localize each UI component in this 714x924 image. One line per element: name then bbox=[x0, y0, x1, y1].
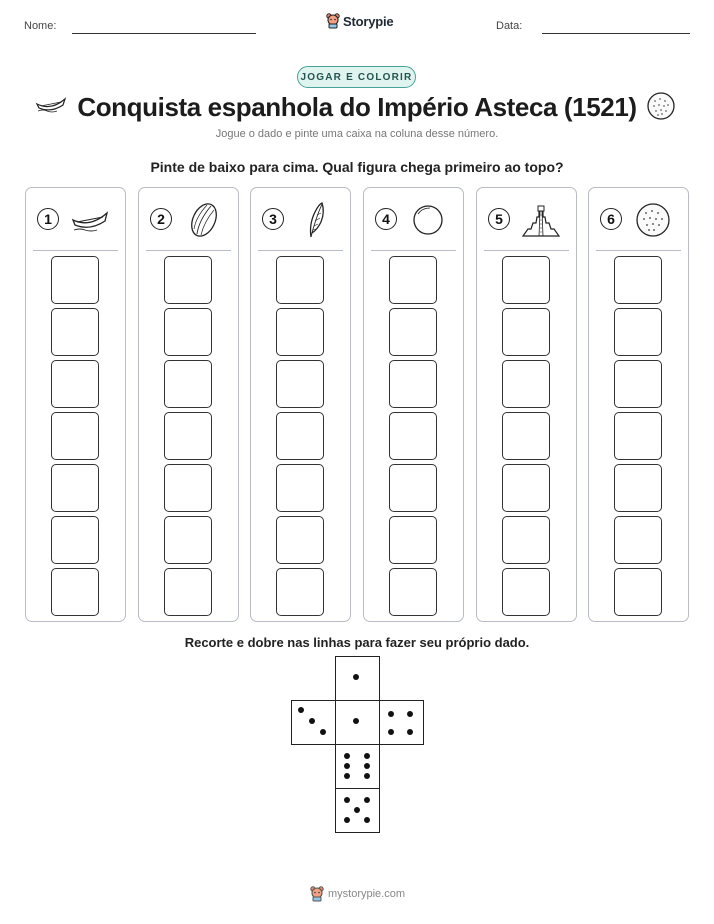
column-6 bbox=[588, 187, 689, 622]
color-box[interactable] bbox=[164, 412, 212, 460]
subtitle: Jogue o dado e pinte uma caixa na coluna desse número. bbox=[215, 128, 499, 140]
color-box[interactable] bbox=[614, 568, 662, 616]
page-title: Conquista espanhola do Império Asteca (1521) bbox=[77, 92, 637, 122]
die-pip bbox=[407, 711, 413, 717]
die-pip bbox=[407, 729, 413, 735]
column-divider bbox=[596, 250, 681, 251]
color-box[interactable] bbox=[164, 256, 212, 304]
date-label: Data: bbox=[496, 20, 523, 32]
canoe-icon bbox=[70, 200, 110, 240]
activity-badge: JOGAR E COLORIR bbox=[297, 66, 416, 88]
column-3 bbox=[250, 187, 351, 622]
die-pip bbox=[354, 807, 360, 813]
die-pip bbox=[388, 729, 394, 735]
color-box[interactable] bbox=[164, 464, 212, 512]
die-face-3[interactable] bbox=[291, 700, 336, 745]
feather-icon bbox=[295, 200, 335, 240]
color-box[interactable] bbox=[502, 360, 550, 408]
color-box[interactable] bbox=[164, 308, 212, 356]
color-box[interactable] bbox=[51, 412, 99, 460]
cacao-pod-icon bbox=[183, 200, 223, 240]
die-pip bbox=[344, 773, 350, 779]
color-box[interactable] bbox=[614, 256, 662, 304]
die-pip bbox=[364, 753, 370, 759]
color-box[interactable] bbox=[276, 516, 324, 564]
color-box[interactable] bbox=[389, 568, 437, 616]
column-divider bbox=[33, 250, 118, 251]
die-face-1[interactable] bbox=[335, 700, 380, 745]
die-face-1[interactable] bbox=[335, 656, 380, 701]
color-box[interactable] bbox=[51, 568, 99, 616]
die-face-4[interactable] bbox=[379, 700, 424, 745]
color-box[interactable] bbox=[502, 256, 550, 304]
column-number: 1 bbox=[37, 208, 59, 230]
column-1 bbox=[25, 187, 126, 622]
column-divider bbox=[371, 250, 456, 251]
color-box[interactable] bbox=[502, 464, 550, 512]
bear-icon bbox=[326, 13, 340, 29]
color-box[interactable] bbox=[389, 464, 437, 512]
column-divider bbox=[258, 250, 343, 251]
color-box[interactable] bbox=[614, 516, 662, 564]
color-box[interactable] bbox=[276, 464, 324, 512]
column-number: 6 bbox=[600, 208, 622, 230]
die-pip bbox=[364, 817, 370, 823]
column-5 bbox=[476, 187, 577, 622]
bear-icon bbox=[310, 886, 324, 902]
color-box[interactable] bbox=[614, 308, 662, 356]
color-box[interactable] bbox=[164, 360, 212, 408]
column-number: 4 bbox=[375, 208, 397, 230]
die-pip bbox=[344, 753, 350, 759]
column-2 bbox=[138, 187, 239, 622]
die-pip bbox=[353, 718, 359, 724]
color-box[interactable] bbox=[51, 256, 99, 304]
die-pip bbox=[364, 773, 370, 779]
color-box[interactable] bbox=[276, 412, 324, 460]
color-box[interactable] bbox=[164, 516, 212, 564]
color-box[interactable] bbox=[389, 308, 437, 356]
color-box[interactable] bbox=[389, 516, 437, 564]
color-box[interactable] bbox=[276, 308, 324, 356]
color-box[interactable] bbox=[389, 360, 437, 408]
color-box[interactable] bbox=[502, 412, 550, 460]
footer bbox=[310, 886, 405, 902]
color-box[interactable] bbox=[51, 464, 99, 512]
color-box[interactable] bbox=[614, 412, 662, 460]
tortilla-icon bbox=[646, 91, 676, 121]
die-pip bbox=[344, 763, 350, 769]
column-number: 5 bbox=[488, 208, 510, 230]
column-number: 2 bbox=[150, 208, 172, 230]
color-box[interactable] bbox=[502, 568, 550, 616]
color-box[interactable] bbox=[51, 516, 99, 564]
die-face-6[interactable] bbox=[335, 744, 380, 789]
color-box[interactable] bbox=[502, 516, 550, 564]
name-label: Nome: bbox=[24, 20, 57, 32]
color-box[interactable] bbox=[51, 360, 99, 408]
column-number: 3 bbox=[262, 208, 284, 230]
color-box[interactable] bbox=[164, 568, 212, 616]
column-4 bbox=[363, 187, 464, 622]
die-pip bbox=[298, 707, 304, 713]
color-box[interactable] bbox=[614, 464, 662, 512]
color-box[interactable] bbox=[276, 256, 324, 304]
color-box[interactable] bbox=[502, 308, 550, 356]
date-line[interactable] bbox=[542, 33, 690, 34]
die-pip bbox=[353, 674, 359, 680]
tortilla-icon bbox=[633, 200, 673, 240]
die-pip bbox=[309, 718, 315, 724]
color-box[interactable] bbox=[51, 308, 99, 356]
brand-name: Storypie bbox=[343, 13, 394, 29]
die-pip bbox=[364, 797, 370, 803]
footer-url[interactable]: mystorypie.com bbox=[328, 888, 406, 900]
cut-instruction: Recorte e dobre nas linhas para fazer seu próprio dado. bbox=[184, 635, 530, 650]
die-pip bbox=[364, 763, 370, 769]
color-box[interactable] bbox=[389, 412, 437, 460]
column-divider bbox=[146, 250, 231, 251]
color-box[interactable] bbox=[614, 360, 662, 408]
die-pip bbox=[344, 817, 350, 823]
bead-icon bbox=[408, 200, 448, 240]
color-box[interactable] bbox=[389, 256, 437, 304]
instruction-text: Pinte de baixo para cima. Qual figura chega primeiro ao topo? bbox=[150, 159, 564, 175]
column-divider bbox=[484, 250, 569, 251]
die-pip bbox=[320, 729, 326, 735]
name-line[interactable] bbox=[72, 33, 256, 34]
storypie-logo bbox=[326, 13, 393, 29]
color-box[interactable] bbox=[276, 568, 324, 616]
die-face-5[interactable] bbox=[335, 788, 380, 833]
die-pip bbox=[388, 711, 394, 717]
die-pip bbox=[344, 797, 350, 803]
aztec-pyramid-icon bbox=[521, 200, 561, 240]
color-box[interactable] bbox=[276, 360, 324, 408]
